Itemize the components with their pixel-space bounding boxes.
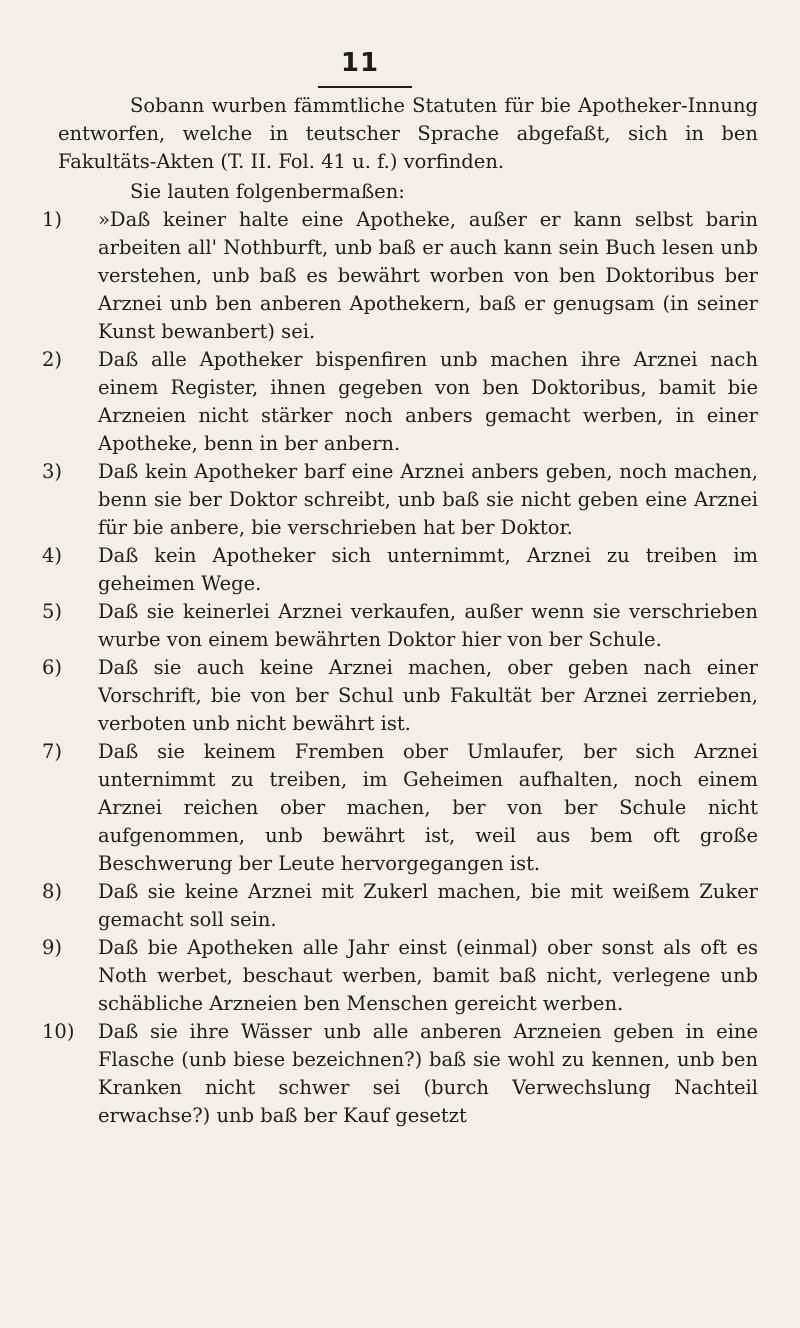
item-number: 6) [42, 656, 63, 679]
page-number: 11 [340, 48, 380, 78]
item-number: 5) [42, 600, 63, 623]
item-number: 2) [42, 348, 63, 371]
page-body [42, 92, 758, 1130]
statute-list [42, 206, 758, 1130]
list-item [42, 878, 758, 934]
item-text: Daß kein Apotheker barf eine Arznei anbers geben, noch machen, benn sie ber Doktor schreibt, unb baß sie nicht geben eine Arznei für bie anbere, bie verschrieben hat ber Doktor. [98, 460, 758, 539]
item-number: 9) [42, 936, 63, 959]
intro-paragraph: Sobann wurben fämmtliche Statuten für bie Apotheker-Innung entworfen, welche in teutscher Sprache abgefaßt, sich in ben Fakultäts-Akten (T. II. Fol. 41 u. f.) vorfinden. [58, 94, 758, 173]
list-item [42, 346, 758, 458]
item-text: Daß sie keinerlei Arznei verkaufen, außer wenn sie verschrieben wurbe von einem bewährten Doktor hier von ber Schule. [98, 600, 758, 651]
item-number: 10) [42, 1020, 75, 1043]
list-item [42, 598, 758, 654]
lead-line: Sie lauten folgenbermaßen: [130, 180, 405, 203]
list-item [42, 934, 758, 1018]
list-item [42, 738, 758, 878]
item-text: Daß bie Apotheken alle Jahr einst (einmal) ober sonst als oft es Noth werbet, beschaut werben, bamit baß nicht, verlegene unb schäbliche Arzneien ben Menschen gereicht werben. [98, 936, 758, 1015]
item-text: Daß sie auch keine Arznei machen, ober geben nach einer Vorschrift, bie von ber Schul unb Fakultät ber Arznei zerrieben, verboten unb nicht bewährt ist. [98, 656, 758, 735]
item-text: Daß kein Apotheker sich unternimmt, Arznei zu treiben im geheimen Wege. [98, 544, 758, 595]
list-item [42, 458, 758, 542]
item-number: 3) [42, 460, 63, 483]
item-text: Daß sie keine Arznei mit Zukerl machen, bie mit weißem Zuker gemacht soll sein. [98, 880, 758, 931]
item-text: Daß alle Apotheker bispenfiren unb machen ihre Arznei nach einem Register, ihnen gegeben von ben Doktoribus, bamit bie Arzneien nicht stärker noch anbers gemacht werben, in einer Apotheke, benn in ber anbern. [98, 348, 758, 455]
item-text: »Daß keiner halte eine Apotheke, außer er kann selbst barin arbeiten all' Nothburft, unb baß er auch kann sein Buch lesen unb verstehen, unb baß es bewährt worben von ben Doktoribus ber Arznei unb ben anberen Apothekern, baß er genugsam (in seiner Kunst bewanbert) sei. [98, 208, 758, 343]
list-item [42, 206, 758, 346]
list-item [42, 542, 758, 598]
item-text: Daß sie ihre Wässer unb alle anberen Arzneien geben in eine Flasche (unb biese bezeichnen?) baß sie wohl zu kennen, unb ben Kranken nicht schwer sei (burch Verwechslung Nachteil erwachse?) unb baß ber Kauf gesetzt [98, 1020, 758, 1127]
item-number: 1) [42, 208, 63, 231]
item-number: 7) [42, 740, 63, 763]
item-text: Daß sie keinem Fremben ober Umlaufer, ber sich Arznei unternimmt zu treiben, im Geheimen aufhalten, noch einem Arznei reichen ober machen, ber von ber Schule nicht aufgenommen, unb bewährt ist, weil aus bem oft große Beschwerung ber Leute hervorgegangen ist. [98, 740, 758, 875]
list-item [42, 654, 758, 738]
item-number: 4) [42, 544, 63, 567]
list-item [42, 1018, 758, 1130]
item-number: 8) [42, 880, 63, 903]
page-number-rule [318, 86, 412, 88]
